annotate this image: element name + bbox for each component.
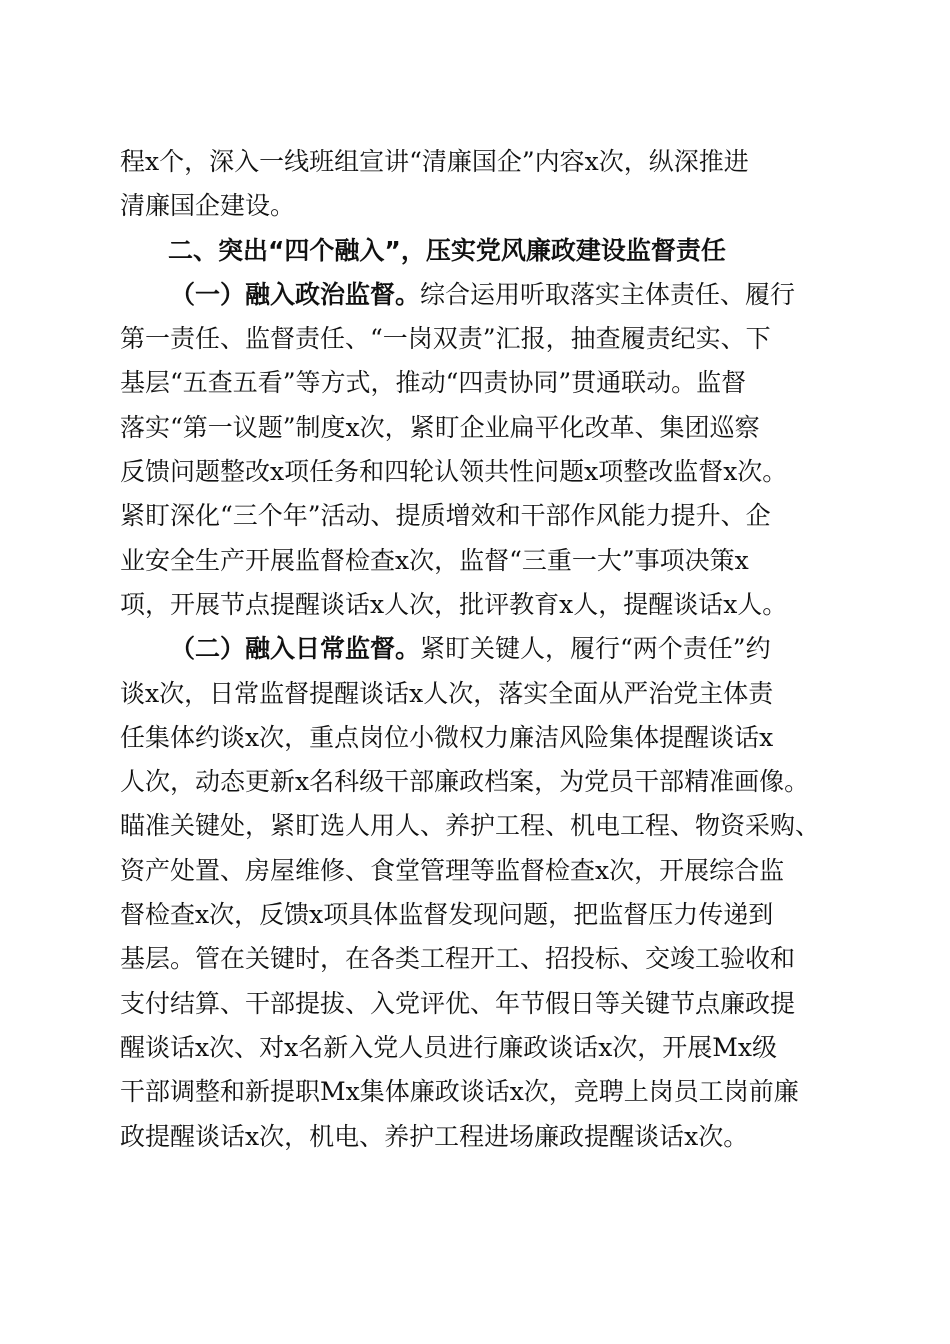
paragraph-line: 业安全生产开展监督检查x次，监督“三重一大”事项决策x [120,545,749,575]
paragraph-line: 政提醒谈话x次，机电、养护工程进场廉政提醒谈话x次。 [120,1121,749,1151]
paragraph-lead: （一）融入政治监督。 [170,279,421,309]
paragraph-line: 紧盯深化“三个年”活动、提质增效和干部作风能力提升、企 [120,501,771,531]
paragraph-first-line [120,273,832,317]
paragraph-line: 任集体约谈x次，重点岗位小微权力廉洁风险集体提醒谈话x [120,722,774,752]
paragraph-political-supervision [120,273,832,627]
paragraph-line: 谈x次，日常监督提醒谈话x人次，落实全面从严治党主体责 [120,678,774,708]
section-heading: 二、突出“四个融入”，压实党风廉政建设监督责任 [168,235,726,265]
paragraph-line: 干部调整和新提职Mx集体廉政谈话x次，竞聘上岗员工岗前廉 [120,1077,799,1107]
paragraph-line: 基层“五查五看”等方式，推动“四责协同”贯通联动。监督 [120,368,747,398]
paragraph-line: 第一责任、监督责任、“一岗双责”汇报，抽查履责纪实、下 [120,324,771,354]
document-body [120,140,832,1159]
paragraph-text: 紧盯关键人，履行“两个责任”约 [420,634,771,664]
paragraph-text: 综合运用听取落实主体责任、履行 [420,279,796,309]
paragraph-line: 反馈问题整改x项任务和四轮认领共性问题x项整改监督x次。 [120,457,788,487]
paragraph-line: 人次，动态更新x名科级干部廉政档案，为党员干部精准画像。 [120,767,810,797]
paragraph-line: 项，开展节点提醒谈话x人次，批评教育x人，提醒谈话x人。 [120,589,788,619]
paragraph-line: 资产处置、房屋维修、食堂管理等监督检查x次，开展综合监 [120,855,785,885]
intro-line-2: 清廉国企建设。 [120,191,296,221]
paragraph-line: 基层。管在关键时，在各类工程开工、招投标、交竣工验收和 [120,944,796,974]
paragraph-daily-supervision [120,627,832,1159]
paragraph-line: 落实“第一议题”制度x次，紧盯企业扁平化改革、集团巡察 [120,412,760,442]
paragraph-line: 督检查x次，反馈x项具体监督发现问题，把监督压力传递到 [120,900,774,930]
intro-line-1: 程x个，深入一线班组宣讲“清廉国企”内容x次，纵深推进 [120,147,749,176]
paragraph-line: 支付结算、干部提拔、入党评优、年节假日等关键节点廉政提 [120,988,796,1018]
paragraph-line: 瞄准关键处，紧盯选人用人、养护工程、机电工程、物资采购、 [120,811,821,841]
paragraph-line: 醒谈话x次、对x名新入党人员进行廉政谈话x次，开展Mx级 [120,1032,777,1062]
paragraph-first-line [120,627,832,671]
paragraph-lead: （二）融入日常监督。 [170,634,421,664]
